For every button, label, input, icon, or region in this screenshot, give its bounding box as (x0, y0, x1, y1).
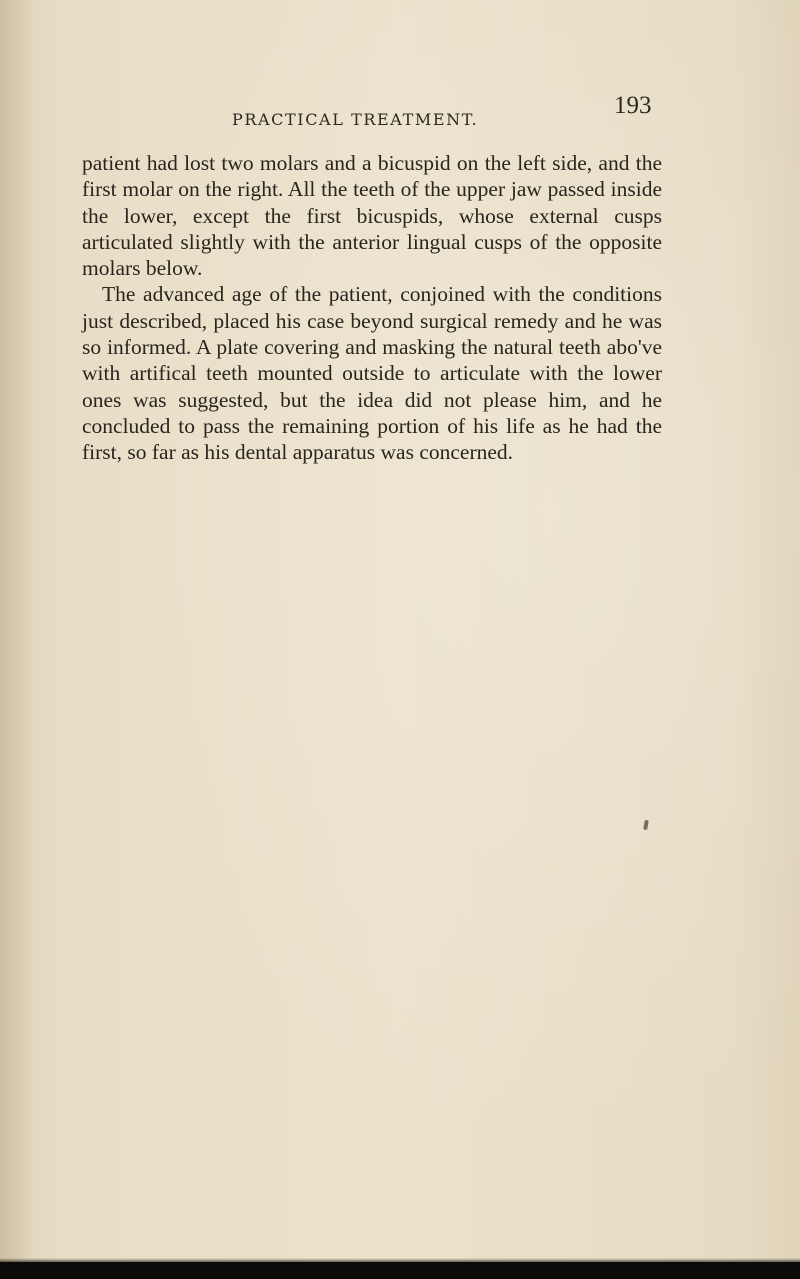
page-number: 193 (614, 92, 652, 119)
paragraph-1: patient had lost two molars and a bicuspid on the left side, and the first molar on the right. All the teeth of the upper jaw passed inside the lower, except the first bicuspids, whose external cusps articulated slightly with the anterior lingual cusps of the opposite molars below. (82, 151, 662, 281)
paragraph-2: The advanced age of the patient, conjoined with the conditions just described, placed his case beyond surgical remedy and he was so informed. A plate covering and masking the natural teeth abo've with artifical teeth mounted outside to articulate with the lower ones was suggested, but the idea did not please him, and he concluded to pass the remaining portion of his life as he had the first, so far as his dental apparatus was concerned. (82, 282, 662, 465)
body-text (82, 150, 662, 466)
page-gutter-shadow (0, 0, 34, 1279)
running-head: PRACTICAL TREATMENT. (232, 110, 479, 129)
ink-speck (643, 820, 649, 831)
page-bottom-edge (0, 1262, 800, 1279)
